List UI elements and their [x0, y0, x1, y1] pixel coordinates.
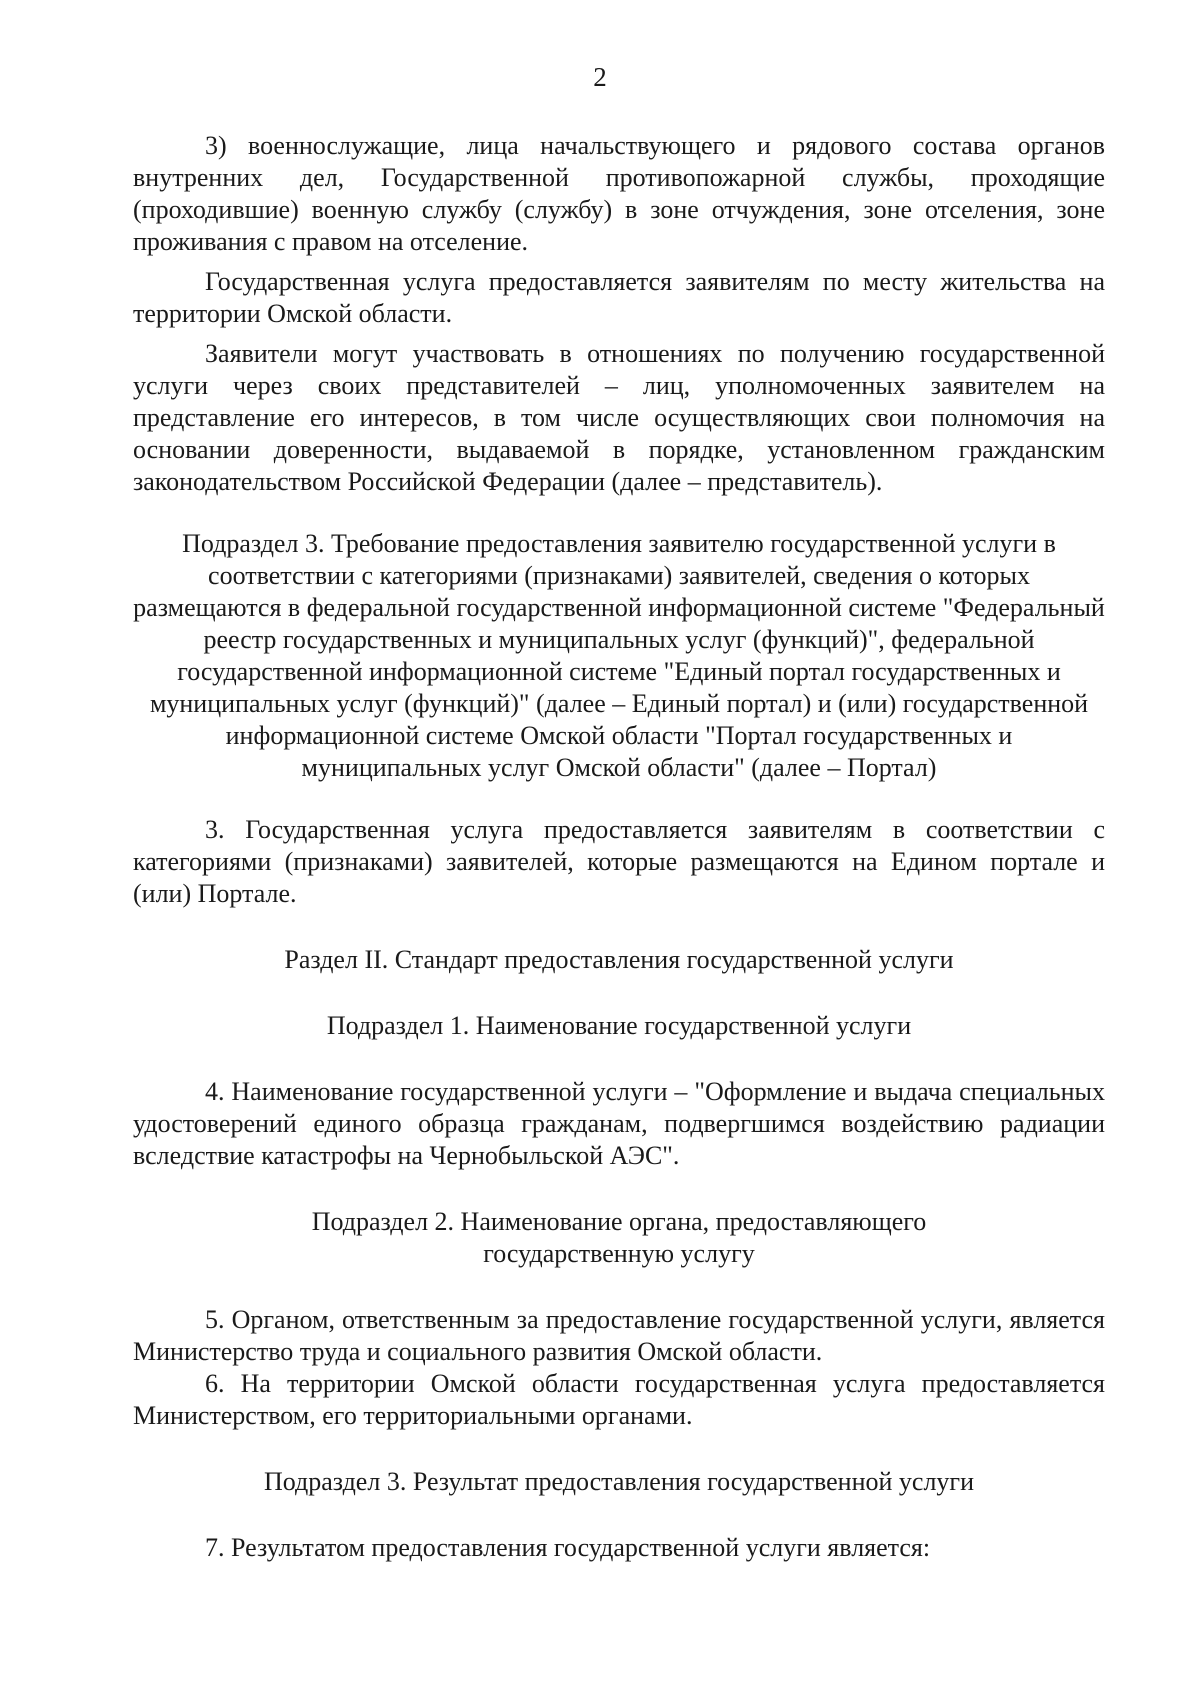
subsection-2-authority-heading: Подраздел 2. Наименование органа, предоставляющего государственную услугу — [311, 1207, 927, 1268]
subsection-3-categories-heading: Подраздел 3. Требование предоставления заявителю государственной услуги в соответствии с категориями (признаками) заявителей, сведения о которых размещаются в федеральной государственной информационной системе "Федеральный реестр государственных и муниципальных услуг (функций)", федеральной государственной информационной системе "Единый портал государственных и муниципальных услуг (функций)" (далее – Единый портал) и (или) государственной информационной системе Омской области "Портал государственных и муниципальных услуг Омской области" (далее – Портал) — [133, 529, 1105, 782]
subsection-3-result-heading: Подраздел 3. Результат предоставления государственной услуги — [263, 1467, 975, 1496]
paragraph-item-5: 5. Органом, ответственным за предоставление государственной услуги, является Министерство труда и социального развития Омской области. — [133, 1305, 1105, 1366]
paragraph-place-of-residence: Государственная услуга предоставляется заявителям по месту жительства на территории Омской области. — [133, 267, 1105, 328]
paragraph-representatives: Заявители могут участвовать в отношениях по получению государственной услуги через своих представителей – лиц, уполномоченных заявителем на представление его интересов, в том числе осуществляющих свои полномочия на основании доверенности, выдаваемой в порядке, установленном гражданским законодательством Российской Федерации (далее – представитель). — [133, 339, 1105, 496]
paragraph-item-6: 6. На территории Омской области государственная услуга предоставляется Министерством, его территориальными органами. — [133, 1369, 1105, 1430]
paragraph-item-4: 4. Наименование государственной услуги – "Оформление и выдача специальных удостоверений единого образца гражданам, подвергшимся воздействию радиации вследствие катастрофы на Чернобыльской АЭС". — [133, 1077, 1105, 1170]
paragraph-military-personnel: 3) военнослужащие, лица начальствующего и рядового состава органов внутренних дел, Государственной противопожарной службы, проходящие (проходившие) военную службу (службу) в зоне отчуждения, зоне отселения, зоне проживания с правом на отселение. — [133, 131, 1105, 256]
section-2-heading: Раздел II. Стандарт предоставления государственной услуги — [284, 945, 954, 974]
paragraph-item-3: 3. Государственная услуга предоставляется заявителям в соответствии с категориями (признаками) заявителей, которые размещаются на Едином портале и (или) Портале. — [133, 815, 1105, 908]
subsection-1-name-heading: Подраздел 1. Наименование государственной услуги — [326, 1011, 912, 1040]
page-number: 2 — [593, 62, 607, 92]
paragraph-item-7: 7. Результатом предоставления государственной услуги является: — [205, 1533, 931, 1562]
document-body — [133, 130, 1105, 1564]
